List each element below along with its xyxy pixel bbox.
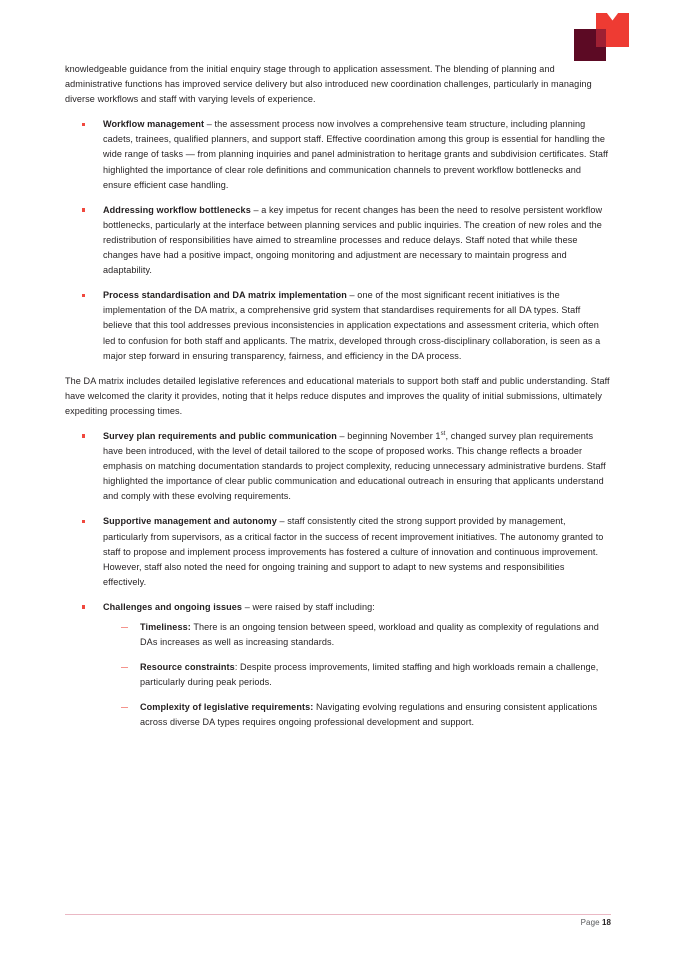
sub-list-item-text: : Despite process improvements, limited staffing and high workloads remain a challenge, particularly during peak periods. (140, 662, 599, 688)
list-item (65, 203, 610, 278)
bullet-square-icon (82, 294, 85, 297)
list-item-heading: Survey plan requirements and public communication (103, 430, 337, 441)
sub-list-item (103, 620, 610, 650)
middle-paragraph: The DA matrix includes detailed legislative references and educational materials to support both staff and public understanding. Staff have welcomed the clarity it provides, noting that it helps reduce disputes and improves the quality of initial submissions, ultimately expediting processing times. (65, 375, 610, 416)
document-body (65, 62, 610, 731)
sub-list-item-text: There is an ongoing tension between speed, workload and quality as complexity of regulations and DAs increases as well as increasing standards. (140, 622, 599, 648)
bullet-square-icon (82, 520, 85, 523)
list-item-text: – the assessment process now involves a comprehensive team structure, including planning cadets, trainees, qualified planners, and support staff. Effective coordination among this group is essential for handling the wide range of tasks — from planning inquiries and panel administration to heritage grants and subdivision certificates. Staff highlighted the importance of clear role definitions and communication channels to prevent workflow bottlenecks and ensure efficient case handling. (103, 119, 609, 190)
list-item-heading: Challenges and ongoing issues (103, 601, 243, 612)
list-item (65, 429, 610, 504)
bullet-square-icon (82, 605, 85, 608)
sub-list-item (103, 660, 610, 690)
list-item-text: – staff consistently cited the strong support provided by management, particularly from supervisors, as a critical factor in the success of recent improvement initiatives. The autonomy granted to staff to propose and implement process improvements has fostered a culture of innovation and continuous improvement. However, staff also noted the need for ongoing training and support to adapt to new systems and responsibilities effectively. (103, 516, 604, 587)
list-item-text-before: – beginning November 1 (336, 430, 441, 441)
sub-list-item-heading: Complexity of legislative requirements: (140, 702, 314, 713)
ordinal-superscript: st (440, 430, 446, 437)
list-item-heading: Supportive management and autonomy (103, 516, 277, 527)
sub-list-item-heading: Timeliness: (140, 622, 191, 632)
list-item (65, 288, 610, 363)
list-item (65, 514, 610, 589)
footer-divider (65, 914, 611, 915)
list-item (65, 117, 610, 192)
list-item-text: – a key impetus for recent changes has been the need to resolve persistent workflow bottlenecks, particularly at the interface between planning services and public inquiries. The creation of new roles and the redistribution of responsibilities have aimed to streamline processes and reduce delays. Staff noted that while these changes have had a positive impact, ongoing monitoring and adjustment are necessary to maintain progress and adaptability. (103, 204, 603, 276)
page-label: Page (580, 918, 602, 927)
secondary-bullet-list (103, 620, 610, 731)
intro-paragraph: knowledgeable guidance from the initial enquiry stage through to application assessment. The blending of planning and administrative functions has improved service delivery but also introduced new coordination challenges, particularly in managing diverse workflows and staff with varying levels of experience. (65, 64, 592, 105)
list-item-heading: Addressing workflow bottlenecks (103, 204, 251, 215)
dash-bullet-icon (121, 667, 128, 669)
sub-list-item-text: Navigating evolving regulations and ensuring consistent applications across diverse DA types requires ongoing professional development and support. (140, 702, 598, 728)
list-item-challenges (65, 600, 610, 731)
list-item-heading: Process standardisation and DA matrix implementation (103, 290, 347, 301)
company-logo (574, 13, 630, 61)
list-item-heading: Workflow management (103, 119, 205, 130)
dash-bullet-icon (121, 627, 128, 629)
dash-bullet-icon (121, 707, 128, 709)
primary-bullet-list-bottom (65, 429, 610, 731)
bullet-square-icon (82, 208, 85, 211)
list-item-text-after: , changed survey plan requirements have been introduced, with the level of detail tailored to the scope of proposed works. This change reflects a broader emphasis on matching documentation standards to project complexity, reducing unnecessary administrative burdens. Staff highlighted the importance of clear public communication and educational outreach in ensuring that applicants understand and comply with these evolving requirements. (103, 430, 606, 502)
list-item-text: – one of the most significant recent initiatives is the implementation of the DA matrix, a comprehensive grid system that standardises requirements for all DA types. Staff believe that this tool addresses previous inconsistencies in application expectations and assessment criteria, which often led to confusion for both staff and applicants. The matrix, developed through cross-disciplinary collaboration, is seen as a major step forward in ensuring transparency, fairness, and efficiency in the DA process. (103, 290, 601, 361)
page-number-footer (581, 918, 611, 927)
bullet-square-icon (82, 123, 85, 126)
list-item-text: – were raised by staff including: (242, 601, 375, 612)
page-number: 18 (601, 918, 611, 927)
bullet-square-icon (82, 434, 85, 437)
sub-list-item-heading: Resource constraints (140, 662, 235, 673)
sub-list-item (103, 700, 610, 730)
logo-overlap-shape-icon (596, 29, 606, 47)
primary-bullet-list-top (65, 117, 610, 363)
